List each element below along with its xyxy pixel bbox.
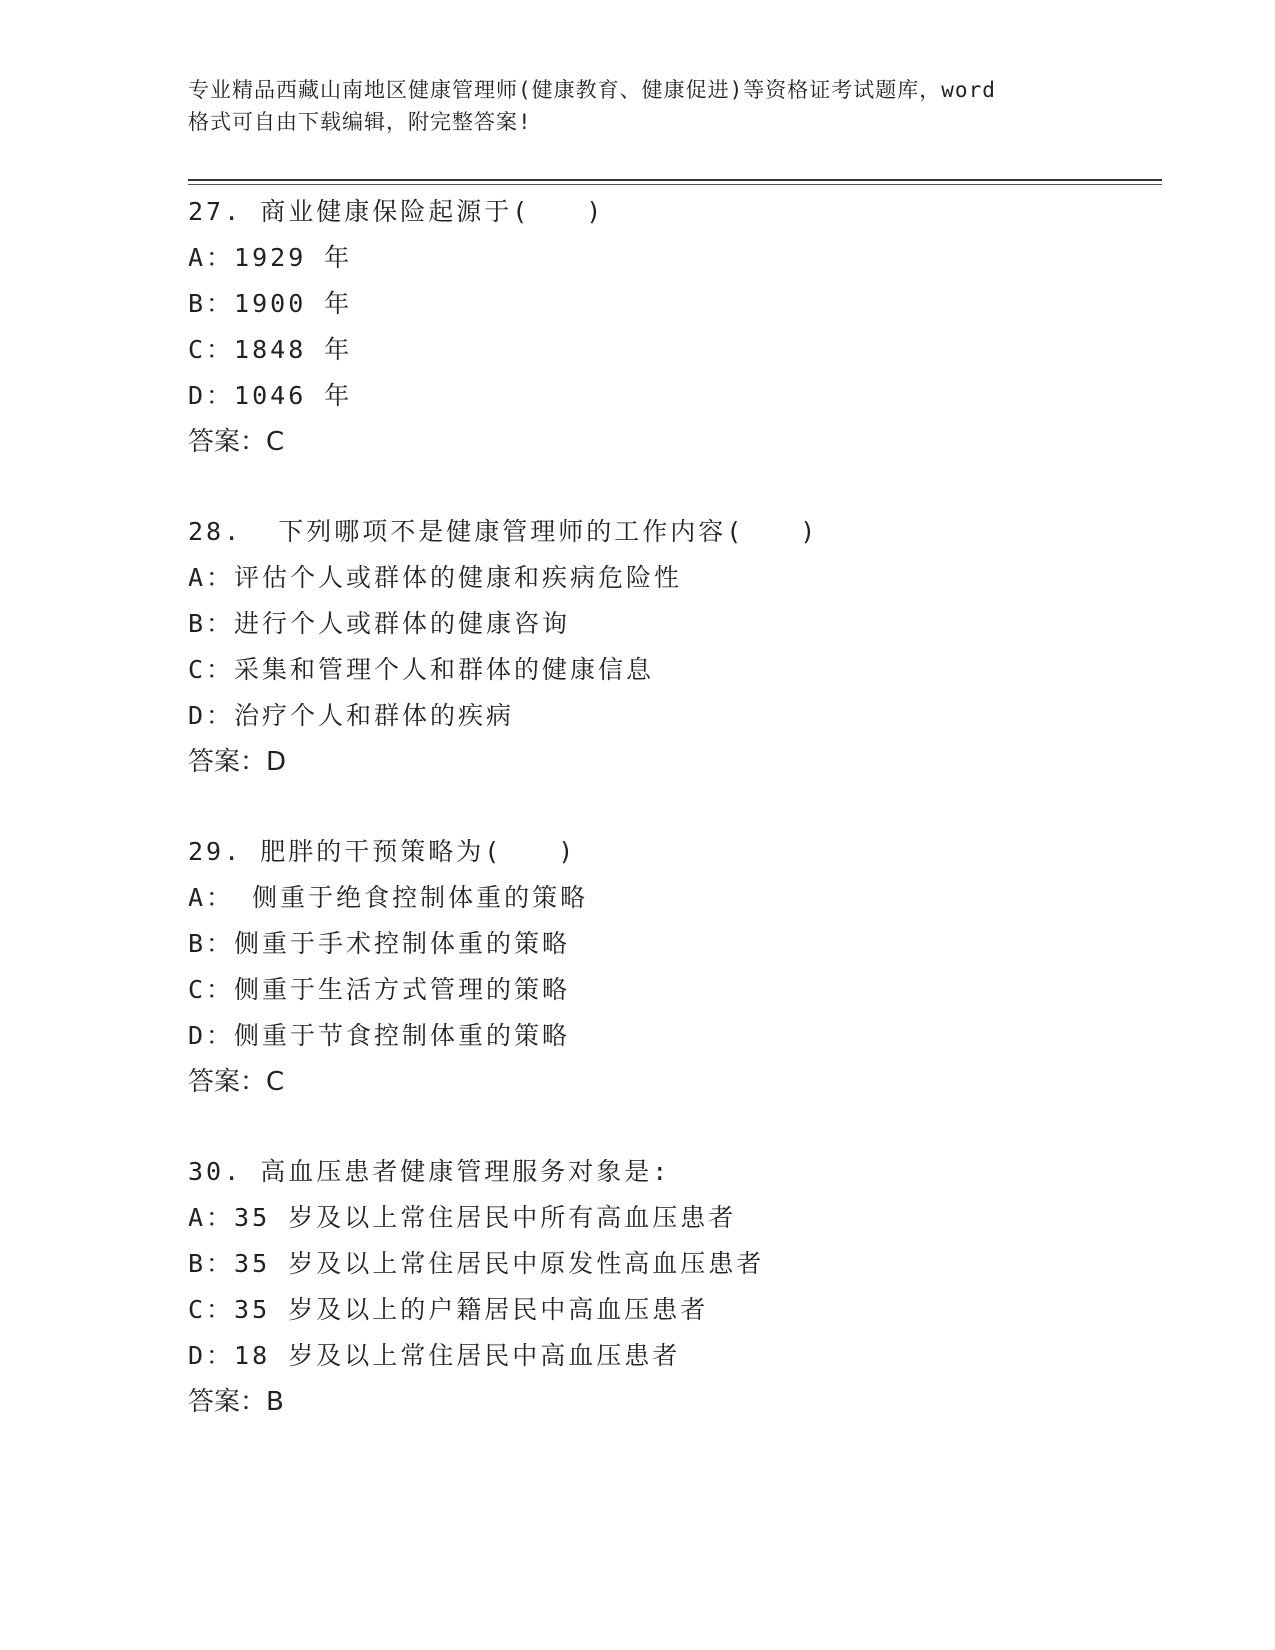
option-b: B：侧重于手术控制体重的策略: [188, 929, 571, 958]
option-a: A： 侧重于绝食控制体重的策略: [188, 883, 589, 912]
option-b: B：35 岁及以上常住居民中原发性高血压患者: [188, 1249, 765, 1278]
option-b: B：进行个人或群体的健康咨询: [188, 609, 571, 638]
answer-line: 答案：D: [188, 747, 287, 777]
option-d: D：治疗个人和群体的疾病: [188, 701, 515, 730]
option-d: D：侧重于节食控制体重的策略: [188, 1021, 571, 1050]
question-stem: 30. 高血压患者健康管理服务对象是:: [188, 1157, 671, 1186]
question-stem: 29. 肥胖的干预策略为( ): [188, 837, 577, 866]
header-line-2: 格式可自由下载编辑，附完整答案!: [188, 110, 532, 134]
option-c: C：35 岁及以上的户籍居民中高血压患者: [188, 1295, 709, 1324]
option-a: A：35 岁及以上常住居民中所有高血压患者: [188, 1203, 737, 1232]
option-a: A：1929 年: [188, 243, 353, 272]
question-27: [188, 189, 1148, 465]
option-b: B：1900 年: [188, 289, 353, 318]
header-divider-thin: [188, 184, 1162, 185]
option-d: D：1046 年: [188, 381, 353, 410]
option-c: C：采集和管理个人和群体的健康信息: [188, 655, 655, 684]
answer-line: 答案：C: [188, 427, 285, 457]
question-stem: 28. 下列哪项不是健康管理师的工作内容( ): [188, 517, 819, 546]
question-stem: 27. 商业健康保险起源于( ): [188, 197, 605, 226]
page-header: [188, 74, 1088, 138]
answer-line: 答案：B: [188, 1387, 284, 1417]
option-c: C：1848 年: [188, 335, 353, 364]
question-28: [188, 509, 1148, 785]
option-c: C：侧重于生活方式管理的策略: [188, 975, 571, 1004]
option-d: D：18 岁及以上常住居民中高血压患者: [188, 1341, 681, 1370]
header-divider-thick: [188, 179, 1162, 181]
option-a: A：评估个人或群体的健康和疾病危险性: [188, 563, 683, 592]
header-line-1: 专业精品西藏山南地区健康管理师(健康教育、健康促进)等资格证考试题库，word: [188, 78, 996, 102]
question-29: [188, 829, 1148, 1105]
answer-line: 答案：C: [188, 1067, 285, 1097]
question-30: [188, 1149, 1148, 1425]
